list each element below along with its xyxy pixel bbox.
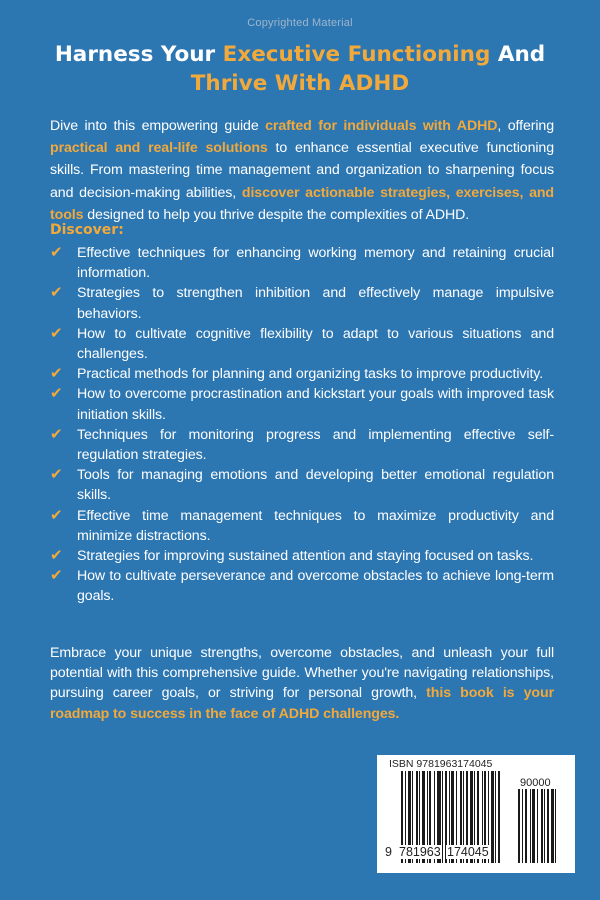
closing-highlight: this book is your roadmap to success in the face of ADHD challenges. bbox=[50, 685, 554, 722]
intro-paragraph bbox=[50, 115, 554, 226]
title-text: And bbox=[490, 42, 546, 67]
check-icon: ✔ bbox=[50, 425, 63, 443]
intro-text: designed to help you thrive despite the complexities of ADHD. bbox=[83, 206, 470, 223]
closing-text: Embrace your unique strengths, overcome obstacles, and unleash your full potential with this comprehensive guide. Whether you're navigating relationships, pursuing career goals, or striving for personal growth, bbox=[50, 645, 554, 702]
list-item-text: Techniques for monitoring progress and implementing effective self-regulation strategies. bbox=[77, 426, 554, 464]
price-code: 90000 bbox=[520, 777, 551, 789]
list-item bbox=[50, 546, 554, 566]
check-icon: ✔ bbox=[50, 567, 63, 585]
list-item bbox=[50, 384, 554, 424]
list-item-text: Strategies to strengthen inhibition and effectively manage impulsive behaviors. bbox=[77, 285, 554, 322]
back-cover-title bbox=[0, 40, 600, 98]
list-item bbox=[50, 566, 554, 606]
intro-highlight: practical and real-life solutions bbox=[50, 140, 268, 157]
list-item bbox=[50, 243, 554, 283]
isbn-barcode bbox=[377, 755, 575, 873]
closing-paragraph bbox=[50, 643, 554, 724]
title-text: Harness Your bbox=[54, 42, 223, 67]
intro-highlight: discover actionable strategies, exercises, and tools bbox=[50, 184, 554, 223]
list-item bbox=[50, 364, 554, 384]
intro-text: , offering bbox=[497, 118, 554, 134]
copyright-watermark: Copyrighted Material bbox=[247, 17, 353, 29]
list-item-text: How to overcome procrastination and kickstart your goals with improved task initiation skills. bbox=[77, 386, 554, 423]
list-item-text: Effective techniques for enhancing working memory and retaining crucial information. bbox=[77, 245, 554, 282]
list-item-text: Effective time management techniques to maximize productivity and minimize distractions. bbox=[77, 507, 554, 544]
discover-heading: Discover: bbox=[50, 222, 124, 238]
barcode-bars-addon bbox=[518, 789, 556, 863]
list-item-text: How to cultivate perseverance and overcome obstacles to achieve long-term goals. bbox=[77, 568, 554, 605]
check-icon: ✔ bbox=[50, 324, 63, 342]
intro-highlight: crafted for individuals with ADHD bbox=[265, 118, 498, 134]
list-item bbox=[50, 324, 554, 364]
list-item-text: How to cultivate cognitive flexibility to adapt to various situations and challenges. bbox=[77, 325, 554, 363]
list-item bbox=[50, 425, 554, 465]
list-item bbox=[50, 283, 554, 323]
isbn-label: ISBN 9781963174045 bbox=[389, 758, 493, 770]
intro-text: to enhance essential executive functioning skills. From mastering time management and organization to sharpening focus and decision-making abilities, bbox=[50, 140, 554, 201]
check-icon: ✔ bbox=[50, 466, 63, 484]
list-item bbox=[50, 465, 554, 505]
check-icon: ✔ bbox=[50, 284, 63, 302]
title-accent-text: Thrive With ADHD bbox=[190, 71, 410, 96]
barcode-digit-group-1: 781963 bbox=[399, 845, 441, 859]
list-item-text: Practical methods for planning and organizing tasks to improve productivity. bbox=[77, 366, 544, 383]
list-item bbox=[50, 506, 554, 546]
check-icon: ✔ bbox=[50, 244, 63, 261]
benefits-list bbox=[50, 243, 554, 607]
check-icon: ✔ bbox=[50, 506, 63, 524]
check-icon: ✔ bbox=[50, 547, 63, 565]
list-item-text: Tools for managing emotions and developing better emotional regulation skills. bbox=[77, 467, 554, 504]
title-accent-text: Executive Functioning bbox=[222, 42, 491, 67]
barcode-digit-first: 9 bbox=[385, 845, 392, 859]
list-item-text: Strategies for improving sustained attention and staying focused on tasks. bbox=[77, 548, 534, 565]
barcode-digit-group-2: 174045 bbox=[447, 845, 489, 859]
check-icon: ✔ bbox=[50, 385, 63, 403]
intro-text: Dive into this empowering guide bbox=[50, 118, 266, 134]
check-icon: ✔ bbox=[50, 365, 63, 383]
